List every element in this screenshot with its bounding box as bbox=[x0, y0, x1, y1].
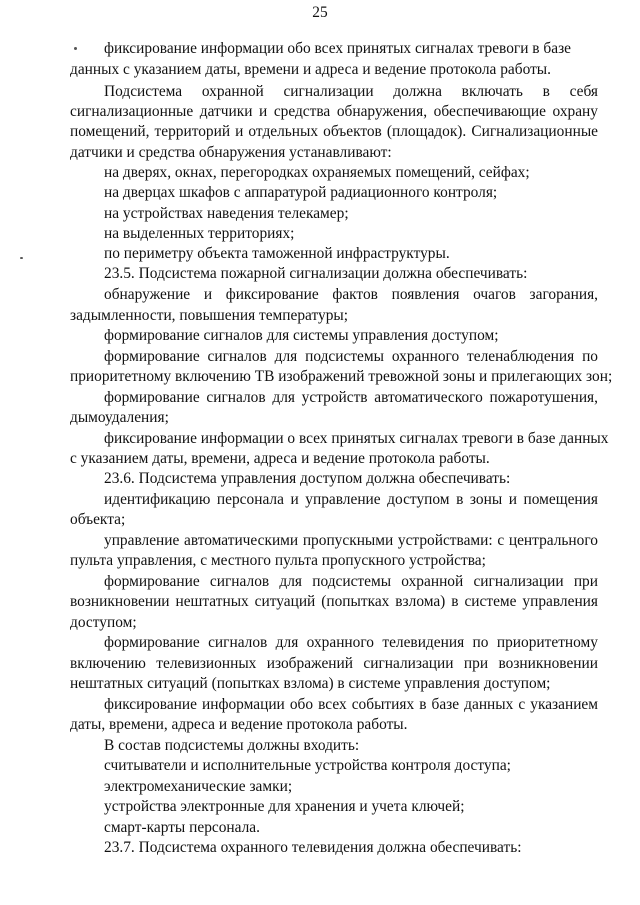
text-line: включению телевизионных изображений сигнализации при возникновении bbox=[70, 655, 598, 672]
page-number: 25 bbox=[312, 4, 328, 21]
text-line: фиксирование информации о всех принятых сигналах тревоги в базе данных bbox=[104, 430, 609, 447]
text-line: электромеханические замки; bbox=[104, 778, 293, 795]
text-line: на выделенных территориях; bbox=[104, 225, 295, 242]
text-line: смарт-карты персонала. bbox=[104, 819, 260, 836]
text-line: датчики и средства обнаружения устанавливают: bbox=[70, 144, 392, 161]
section-heading: 23.6. Подсистема управления доступом должна обеспечивать: bbox=[104, 470, 511, 487]
text-line: на дверях, окнах, перегородках охраняемых помещений, сейфах; bbox=[104, 164, 530, 181]
text-line: дымоудаления; bbox=[70, 409, 169, 426]
scan-speck bbox=[74, 47, 77, 50]
text-line: пульта управления, с местного пульта пропускного устройства; bbox=[70, 552, 486, 569]
text-line: формирование сигналов для подсистемы охранного теленаблюдения по bbox=[104, 348, 598, 365]
section-heading: 23.5. Подсистема пожарной сигнализации должна обеспечивать: bbox=[104, 265, 528, 282]
text-line: возникновении нештатных ситуаций (попытках взлома) в системе управления bbox=[70, 593, 598, 610]
section-heading: 23.7. Подсистема охранного телевидения должна обеспечивать: bbox=[104, 839, 522, 856]
text-line: фиксирование информации обо всех принятых сигналах тревоги в базе bbox=[104, 40, 571, 57]
scan-speck bbox=[20, 257, 23, 259]
text-line: по периметру объекта таможенной инфраструктуры. bbox=[104, 245, 450, 262]
text-line: идентификацию персонала и управление доступом в зоны и помещения bbox=[104, 491, 598, 508]
text-line: с указанием даты, времени, адреса и ведение протокола работы. bbox=[70, 450, 490, 467]
text-line: задымленности, повышения температуры; bbox=[70, 307, 349, 324]
text-line: данных с указанием даты, времени и адреса и ведение протокола работы. bbox=[70, 61, 551, 78]
text-line: фиксирование информации обо всех событиях в базе данных с указанием bbox=[104, 696, 598, 713]
text-line: формирование сигналов для устройств автоматического пожаротушения, bbox=[104, 389, 598, 406]
text-line: на устройствах наведения телекамер; bbox=[104, 205, 349, 222]
text-line: формирование сигналов для охранного телевидения по приоритетному bbox=[104, 634, 598, 651]
text-line: нештатных ситуаций (попытках взлома) в системе управления доступом; bbox=[70, 675, 551, 692]
text-line: В состав подсистемы должны входить: bbox=[104, 737, 360, 754]
text-line: помещений, территорий и отдельных объектов (площадок). Сигнализационные bbox=[70, 123, 598, 140]
text-line: формирование сигналов для подсистемы охранной сигнализации при bbox=[104, 573, 598, 590]
text-line: формирование сигналов для системы управления доступом; bbox=[104, 327, 499, 344]
text-line: устройства электронные для хранения и учета ключей; bbox=[104, 798, 465, 815]
text-line: объекта; bbox=[70, 511, 126, 528]
text-line: обнаружение и фиксирование фактов появления очагов загорания, bbox=[104, 286, 598, 303]
text-line: даты, времени, адреса и ведение протокола работы. bbox=[70, 716, 408, 733]
text-line: приоритетному включению ТВ изображений тревожной зоны и прилегающих зон; bbox=[70, 368, 613, 385]
text-line: доступом; bbox=[70, 614, 137, 631]
text-line: на дверцах шкафов с аппаратурой радиационного контроля; bbox=[104, 184, 498, 201]
text-line: Подсистема охранной сигнализации должна включать в себя bbox=[104, 83, 598, 100]
text-line: считыватели и исполнительные устройства контроля доступа; bbox=[104, 757, 511, 774]
text-line: сигнализационные датчики и средства обнаружения, обеспечивающие охрану bbox=[70, 103, 598, 120]
text-line: управление автоматическими пропускными устройствами: с центрального bbox=[104, 532, 598, 549]
